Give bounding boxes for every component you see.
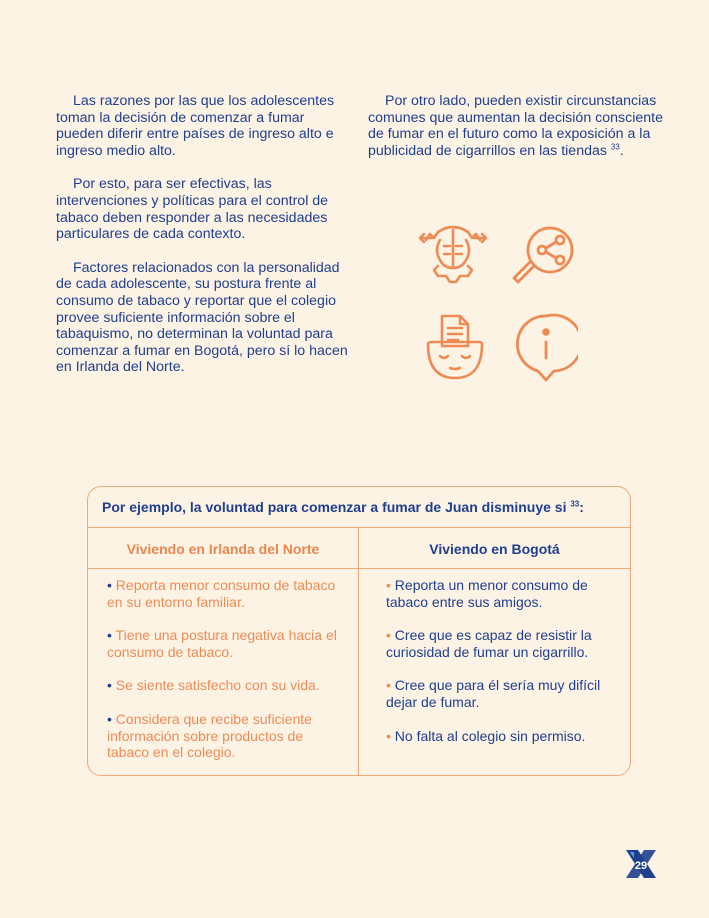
list-item-text: Reporta un menor consumo de tabaco entre sus amigos. — [386, 577, 588, 610]
list-item-text: Se siente satisfecho con su vida. — [115, 677, 320, 694]
bullet: • — [386, 577, 391, 593]
list-item-text: Cree que para él sería muy difícil dejar de fumar. — [386, 677, 601, 710]
bullet: • — [107, 627, 112, 644]
head-document-icon — [422, 312, 488, 382]
bogota-list — [386, 577, 621, 761]
left-paragraph-1: Las razones por las que los adolescentes toman la decisión de comenzar a fumar pueden diferir entre países de ingreso alto e ingreso medio alto. — [56, 93, 335, 159]
list-item-text: Reporta menor consumo de tabaco en su entorno familiar. — [107, 577, 336, 610]
list-item — [107, 577, 347, 610]
icon-group — [410, 216, 590, 386]
right-text-column — [368, 93, 668, 176]
list-item — [386, 728, 621, 745]
left-text-column — [56, 93, 348, 393]
left-paragraph-2: Por esto, para ser efectivas, las intervenciones y políticas para el control de tabaco deben responder a las necesidades particulares de cada contexto. — [56, 176, 329, 243]
list-item — [107, 627, 347, 660]
header-irlanda: Viviendo en Irlanda del Norte — [126, 541, 320, 557]
bullet: • — [107, 710, 112, 727]
right-paragraph-1-end: . — [619, 142, 624, 159]
magnifier-share-icon — [510, 220, 582, 288]
bullet: • — [386, 627, 391, 644]
box-title-ref: 33 — [570, 499, 580, 509]
list-item — [386, 677, 621, 710]
bullet: • — [386, 727, 391, 744]
list-item — [107, 677, 347, 694]
comparison-box — [87, 486, 631, 776]
bullet: • — [107, 577, 112, 593]
box-title-text: Por ejemplo, la voluntad para comenzar a fumar de Juan disminuye si — [102, 499, 567, 515]
box-title — [102, 499, 584, 515]
bullet: • — [107, 677, 112, 694]
irlanda-list — [107, 577, 347, 778]
list-item-text: Considera que recibe suficiente información sobre productos de tabaco en el colegio. — [107, 710, 312, 761]
left-paragraph-3: Factores relacionados con la personalidad de cada adolescente, su postura frente al consumo de tabaco y reportar que el colegio provee suficiente información sobre el tabaquismo, no determinan la voluntad para comenzar a fumar en Bogotá, pero sí lo hacen en Irlanda del Norte. — [56, 259, 348, 376]
page-number-logo — [624, 848, 658, 880]
list-item-text: Cree que es capaz de resistir la curiosidad de fumar un cigarrillo. — [386, 627, 592, 660]
info-bubble-icon — [514, 312, 578, 382]
right-paragraph-1 — [368, 93, 668, 159]
page-number: 29 — [634, 860, 648, 872]
list-item-text: Tiene una postura negativa hacia el consumo de tabaco. — [107, 627, 337, 660]
column-divider — [358, 527, 359, 775]
brain-gear-arrows-icon — [416, 220, 490, 286]
list-item — [386, 577, 621, 610]
bullet: • — [386, 677, 391, 694]
list-item — [107, 711, 347, 761]
header-bogota: Viviendo en Bogotá — [429, 541, 560, 557]
right-paragraph-1-text: Por otro lado, pueden existir circunstancias comunes que aumentan la decisión consciente de fumar en el futuro como la exposición a la publicidad de cigarrillos en las tiendas — [368, 93, 663, 159]
list-item — [386, 627, 621, 660]
list-item-text: No falta al colegio sin permiso. — [394, 727, 586, 744]
box-title-end: : — [579, 499, 584, 515]
citation-ref: 33 — [610, 142, 620, 152]
